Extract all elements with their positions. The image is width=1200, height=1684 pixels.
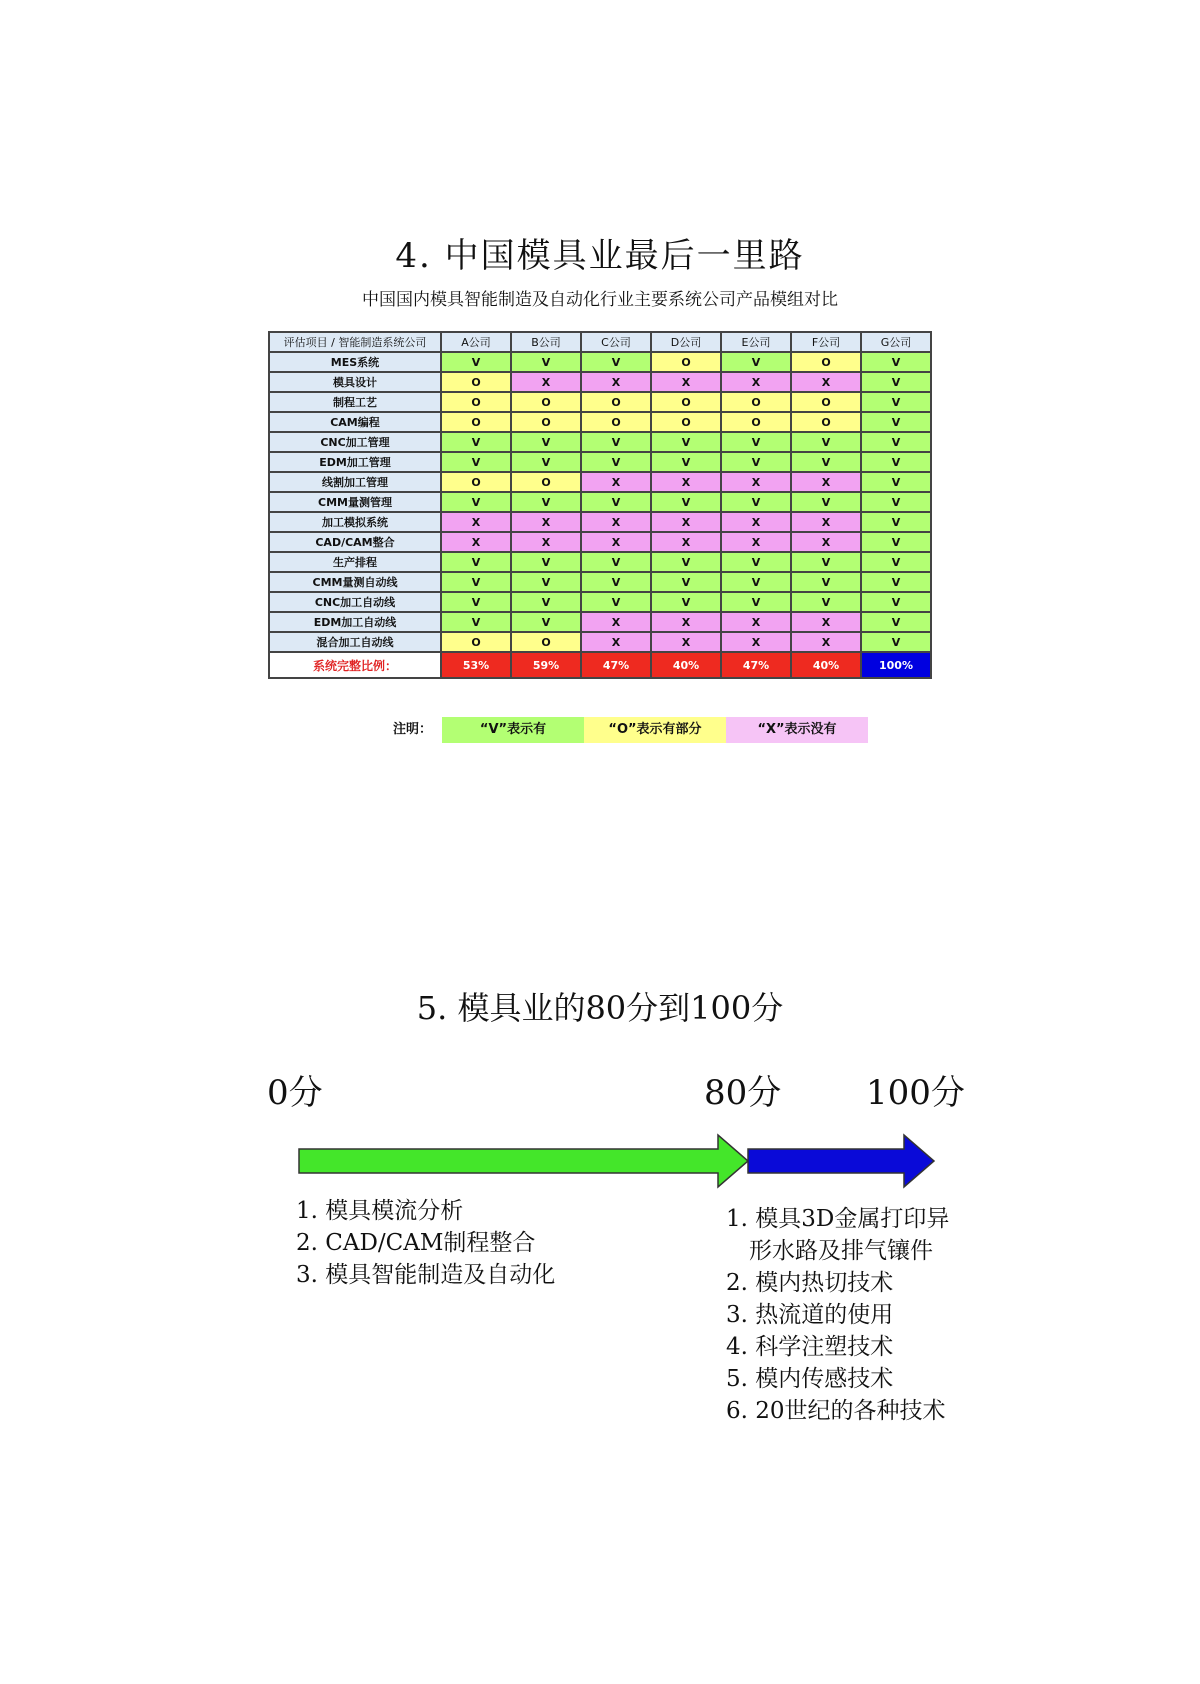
table-cell: V (861, 532, 931, 552)
list-item: 2. CAD/CAM制程整合 (296, 1230, 536, 1256)
table-cell: V (581, 352, 651, 372)
table-cell: V (651, 592, 721, 612)
table-cell: X (651, 632, 721, 652)
legend-x: “X”表示没有 (726, 717, 868, 743)
table-cell: O (651, 412, 721, 432)
table-cell: V (441, 592, 511, 612)
table-row (269, 592, 931, 612)
table-cell: O (721, 412, 791, 432)
comparison-table (268, 331, 932, 679)
list-item: 5. 模内传感技术 (726, 1366, 894, 1392)
score-zero: 0分 (267, 1073, 323, 1113)
table-cell: X (721, 472, 791, 492)
table-cell: O (441, 472, 511, 492)
table-cell: O (581, 392, 651, 412)
table-row (269, 612, 931, 632)
table-row (269, 552, 931, 572)
section-4-title: 4. 中国模具业最后一里路 (395, 236, 805, 276)
table-cell: X (581, 372, 651, 392)
table-cell: V (861, 552, 931, 572)
table-cell: O (791, 412, 861, 432)
company-header: F公司 (791, 332, 861, 352)
table-cell: X (791, 612, 861, 632)
table-cell: V (861, 632, 931, 652)
table-cell: V (721, 452, 791, 472)
table-cell: X (791, 372, 861, 392)
table-cell: X (441, 512, 511, 532)
table-corner-header: 评估项目 / 智能制造系统公司 (269, 332, 441, 352)
table-cell: V (721, 352, 791, 372)
table-cell: V (581, 572, 651, 592)
table-cell: V (441, 612, 511, 632)
table-cell: V (721, 432, 791, 452)
arrow-to-80 (299, 1135, 748, 1187)
legend-o: “O”表示有部分 (584, 717, 726, 743)
table-cell: V (651, 452, 721, 472)
list-item: 2. 模内热切技术 (726, 1270, 894, 1296)
table-cell: O (511, 412, 581, 432)
table-cell: V (861, 392, 931, 412)
ratio-cell: 40% (791, 652, 861, 678)
table-cell: V (441, 352, 511, 372)
ratio-cell: 53% (441, 652, 511, 678)
table-cell: V (721, 492, 791, 512)
ratio-cell: 47% (581, 652, 651, 678)
table-row (269, 352, 931, 372)
table-cell: O (511, 632, 581, 652)
table-cell: V (861, 612, 931, 632)
table-cell: X (791, 632, 861, 652)
table-cell: V (511, 552, 581, 572)
row-label: CAM编程 (269, 412, 441, 432)
row-label: EDM加工自动线 (269, 612, 441, 632)
table-cell: V (861, 452, 931, 472)
table-cell: V (581, 492, 651, 512)
ratio-cell: 100% (861, 652, 931, 678)
table-cell: V (791, 592, 861, 612)
table-row (269, 372, 931, 392)
list-item: 6. 20世纪的各种技术 (726, 1398, 946, 1424)
table-cell: X (651, 512, 721, 532)
table-row (269, 432, 931, 452)
table-cell: V (861, 372, 931, 392)
score-hundred: 100分 (866, 1073, 965, 1113)
table-cell: X (511, 372, 581, 392)
table-cell: V (651, 552, 721, 572)
table-cell: O (651, 392, 721, 412)
table-cell: V (651, 572, 721, 592)
company-header: D公司 (651, 332, 721, 352)
row-label: EDM加工管理 (269, 452, 441, 472)
table-cell: V (441, 552, 511, 572)
ratio-cell: 47% (721, 652, 791, 678)
table-row (269, 632, 931, 652)
table-cell: V (861, 352, 931, 372)
table-cell: V (721, 572, 791, 592)
ratio-row (269, 652, 931, 678)
table-cell: V (441, 432, 511, 452)
table-cell: X (721, 512, 791, 532)
table-cell: X (791, 512, 861, 532)
table-cell: V (861, 472, 931, 492)
section-4-subtitle: 中国国内模具智能制造及自动化行业主要系统公司产品模组对比 (362, 290, 838, 310)
table-cell: X (581, 532, 651, 552)
table-cell: V (861, 572, 931, 592)
table-row (269, 572, 931, 592)
table-cell: V (511, 572, 581, 592)
list-item: 3. 模具智能制造及自动化 (296, 1262, 556, 1288)
table-row (269, 532, 931, 552)
table-cell: X (581, 512, 651, 532)
table-cell: V (581, 432, 651, 452)
table-cell: X (581, 612, 651, 632)
table-cell: O (441, 632, 511, 652)
table-cell: V (791, 432, 861, 452)
table-row (269, 472, 931, 492)
table-cell: V (861, 512, 931, 532)
table-cell: V (511, 432, 581, 452)
table-cell: V (791, 552, 861, 572)
row-label: CMM量测自动线 (269, 572, 441, 592)
row-label: 线割加工管理 (269, 472, 441, 492)
row-label: 生产排程 (269, 552, 441, 572)
table-cell: V (581, 552, 651, 572)
table-cell: V (581, 592, 651, 612)
table-cell: O (581, 412, 651, 432)
row-label: CAD/CAM整合 (269, 532, 441, 552)
table-cell: X (651, 472, 721, 492)
table-cell: X (721, 612, 791, 632)
list-item: 3. 热流道的使用 (726, 1302, 894, 1328)
table-cell: V (511, 592, 581, 612)
row-label: CNC加工自动线 (269, 592, 441, 612)
table-cell: X (581, 632, 651, 652)
table-row (269, 512, 931, 532)
table-cell: V (861, 592, 931, 612)
progress-arrows (290, 1133, 950, 1189)
table-cell: O (651, 352, 721, 372)
table-cell: V (511, 492, 581, 512)
ratio-label: 系统完整比例： (269, 652, 441, 678)
company-header: E公司 (721, 332, 791, 352)
ratio-cell: 59% (511, 652, 581, 678)
table-cell: V (791, 492, 861, 512)
table-cell: V (791, 572, 861, 592)
table-cell: V (651, 432, 721, 452)
table-cell: X (441, 532, 511, 552)
table-cell: X (511, 532, 581, 552)
table-cell: V (441, 572, 511, 592)
table-cell: V (441, 452, 511, 472)
table-row (269, 492, 931, 512)
company-header: G公司 (861, 332, 931, 352)
table-cell: O (441, 372, 511, 392)
table-row (269, 452, 931, 472)
table-row (269, 412, 931, 432)
table-cell: X (511, 512, 581, 532)
table-cell: O (511, 392, 581, 412)
table-row (269, 392, 931, 412)
table-cell: X (651, 532, 721, 552)
list-item: 4. 科学注塑技术 (726, 1334, 894, 1360)
list-to-80 (296, 1195, 555, 1291)
company-header: A公司 (441, 332, 511, 352)
table-cell: X (721, 532, 791, 552)
section-5-title: 5. 模具业的80分到100分 (416, 989, 784, 1027)
arrow-to-100 (748, 1135, 934, 1187)
table-cell: V (511, 352, 581, 372)
row-label: 模具设计 (269, 372, 441, 392)
score-eighty: 80分 (704, 1073, 782, 1113)
table-cell: O (441, 412, 511, 432)
table-cell: X (581, 472, 651, 492)
list-to-100 (726, 1203, 949, 1427)
table-cell: V (861, 492, 931, 512)
table-cell: O (721, 392, 791, 412)
row-label: 加工模拟系统 (269, 512, 441, 532)
table-cell: V (861, 432, 931, 452)
table-cell: O (791, 352, 861, 372)
row-label: CMM量测管理 (269, 492, 441, 512)
table-cell: O (441, 392, 511, 412)
legend-v: “V”表示有 (442, 717, 584, 743)
row-label: CNC加工管理 (269, 432, 441, 452)
list-item: 形水路及排气镶件 (726, 1238, 933, 1264)
table-cell: X (791, 472, 861, 492)
table-cell: V (791, 452, 861, 472)
ratio-cell: 40% (651, 652, 721, 678)
table-cell: V (581, 452, 651, 472)
table-cell: V (511, 612, 581, 632)
legend-label: 注明： (392, 722, 432, 737)
table-cell: X (791, 532, 861, 552)
table-cell: V (721, 552, 791, 572)
table-cell: O (511, 472, 581, 492)
list-item: 1. 模具3D金属打印异 (726, 1206, 950, 1232)
table-cell: V (861, 412, 931, 432)
row-label: MES系统 (269, 352, 441, 372)
table-cell: X (721, 632, 791, 652)
row-label: 制程工艺 (269, 392, 441, 412)
table-cell: V (651, 492, 721, 512)
table-cell: V (511, 452, 581, 472)
list-item: 1. 模具模流分析 (296, 1198, 464, 1224)
table-cell: X (651, 612, 721, 632)
table-header-row (269, 332, 931, 352)
row-label: 混合加工自动线 (269, 632, 441, 652)
table-cell: V (721, 592, 791, 612)
company-header: B公司 (511, 332, 581, 352)
table-cell: O (791, 392, 861, 412)
table-cell: X (651, 372, 721, 392)
company-header: C公司 (581, 332, 651, 352)
table-cell: X (721, 372, 791, 392)
table-cell: V (441, 492, 511, 512)
